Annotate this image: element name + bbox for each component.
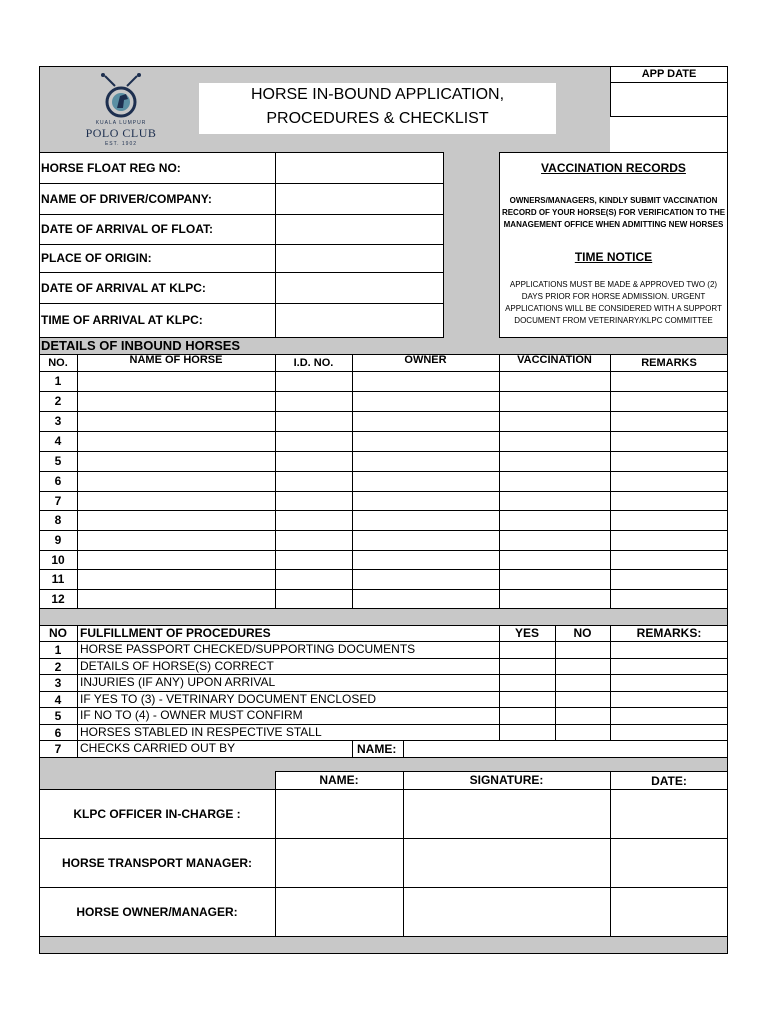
float-arrival-date-input[interactable]	[277, 214, 442, 244]
procedures-table	[39, 625, 728, 758]
horse-row-no: 11	[51, 572, 65, 586]
separator-band-1	[39, 609, 728, 625]
proc-row-no: 7	[54, 742, 62, 756]
signoff-name-header: NAME:	[319, 773, 359, 787]
horse-row-no: 1	[54, 374, 62, 388]
proc-no-checkboxes[interactable]	[556, 642, 610, 740]
col-vaccination-header: VACCINATION	[517, 354, 592, 366]
logo-org-name: POLO CLUB	[85, 126, 157, 140]
proc-row-text: IF YES TO (3) - VETRINARY DOCUMENT ENCLOSED	[80, 692, 377, 706]
horse-row-no: 4	[54, 434, 62, 448]
proc-row-text: HORSE PASSPORT CHECKED/SUPPORTING DOCUMENTS	[80, 642, 416, 656]
checked-by-name-label: NAME:	[357, 742, 397, 756]
time-notice-line4: DOCUMENT FROM VETERINARY/KLPC COMMITTEE	[514, 316, 713, 325]
logo-established: EST. 1902	[104, 141, 138, 147]
horse-row-no: 8	[54, 513, 62, 527]
time-notice-line1: APPLICATIONS MUST BE MADE & APPROVED TWO (2)	[509, 280, 718, 289]
proc-row-no: 5	[54, 709, 62, 723]
klpc-arrival-date-label: DATE OF ARRIVAL AT KLPC:	[41, 280, 206, 295]
form-title-line2: PROCEDURES & CHECKLIST	[266, 110, 489, 127]
signoff-date-header: DATE:	[651, 774, 687, 788]
horse-head-emblem-icon	[75, 72, 167, 122]
proc-row-text: INJURIES (IF ANY) UPON ARRIVAL	[80, 675, 276, 689]
proc-row-text: HORSES STABLED IN RESPECTIVE STALL	[80, 725, 322, 739]
klpc-arrival-time-input[interactable]	[277, 303, 442, 337]
time-notice-line3: APPLICATIONS WILL BE CONSIDERED WITH A SUPPORT	[505, 304, 722, 313]
horse-row-no: 3	[54, 414, 62, 428]
horse-row-no: 7	[54, 493, 62, 508]
col-horse-name-header: NAME OF HORSE	[129, 354, 223, 366]
time-notice-title: TIME NOTICE	[574, 250, 653, 264]
float-reg-label: HORSE FLOAT REG NO:	[41, 160, 181, 175]
app-date-label: APP DATE	[641, 68, 697, 80]
col-no-header: NO.	[48, 357, 68, 369]
proc-yes-checkboxes[interactable]	[500, 642, 555, 740]
signoff-table	[39, 771, 728, 937]
proc-row-text: CHECKS CARRIED OUT BY	[80, 741, 236, 755]
klpc-arrival-date-input[interactable]	[277, 272, 442, 303]
checked-by-name-input[interactable]	[404, 741, 728, 757]
vaccination-notice-line2: RECORD OF YOUR HORSE(S) FOR VERIFICATION TO THE	[501, 208, 726, 217]
proc-row-no: 4	[54, 693, 62, 707]
col-remarks-header: REMARKS	[641, 357, 697, 369]
proc-row-text: IF NO TO (4) - OWNER MUST CONFIRM	[80, 708, 303, 722]
float-reg-input[interactable]	[277, 152, 442, 183]
klpc-officer-label: KLPC OFFICER IN-CHARGE :	[73, 806, 241, 821]
club-logo	[75, 72, 167, 150]
logo-org-top: KUALA LUMPUR	[95, 120, 147, 126]
horse-row-no: 9	[54, 533, 62, 547]
proc-row-no: 3	[54, 676, 62, 690]
proc-row-text: DETAILS OF HORSE(S) CORRECT	[80, 659, 274, 673]
transport-manager-label: HORSE TRANSPORT MANAGER:	[61, 855, 252, 870]
vaccination-notice-line1: OWNERS/MANAGERS, KINDLY SUBMIT VACCINATION	[509, 196, 718, 205]
time-notice-line2: DAYS PRIOR FOR HORSE ADMISSION. URGENT	[521, 292, 706, 301]
float-arrival-date-label: DATE OF ARRIVAL OF FLOAT:	[41, 222, 213, 236]
vaccination-records-title: VACCINATION RECORDS	[541, 161, 686, 175]
horses-table	[39, 354, 728, 609]
driver-company-label: NAME OF DRIVER/COMPANY:	[41, 191, 212, 206]
klpc-arrival-time-label: TIME OF ARRIVAL AT KLPC:	[41, 313, 203, 327]
proc-remarks-header: REMARKS:	[636, 626, 702, 640]
proc-no-col-header: NO	[573, 626, 592, 640]
proc-no-header: NO	[49, 626, 67, 640]
place-of-origin-label: PLACE OF ORIGIN:	[41, 251, 152, 265]
horse-owner-label: HORSE OWNER/MANAGER:	[76, 904, 238, 919]
place-of-origin-input[interactable]	[277, 244, 442, 272]
float-fields-grid	[39, 152, 444, 338]
horse-row-no: 5	[54, 454, 62, 468]
horse-row-no: 12	[51, 591, 65, 606]
form-title-line1: HORSE IN-BOUND APPLICATION,	[250, 86, 505, 103]
footer-band	[39, 937, 728, 954]
col-id-header: I.D. NO.	[293, 357, 334, 369]
horse-row-no: 10	[51, 552, 65, 567]
horses-section-title: DETAILS OF INBOUND HORSES	[41, 338, 241, 353]
col-owner-header: OWNER	[404, 354, 447, 366]
horse-row-no: 6	[54, 474, 62, 488]
signoff-signature-header: SIGNATURE:	[469, 773, 544, 787]
vaccination-notice-line3: MANAGEMENT OFFICE WHEN ADMITTING NEW HORSES	[503, 220, 724, 229]
proc-row-no: 6	[54, 726, 62, 740]
horse-row-no: 2	[54, 394, 62, 408]
form-sheet	[39, 66, 728, 954]
proc-item-header: FULFILLMENT OF PROCEDURES	[80, 626, 271, 640]
proc-row-no: 2	[54, 660, 62, 674]
proc-row-no: 1	[54, 643, 62, 657]
driver-company-input[interactable]	[277, 183, 442, 214]
proc-yes-header: YES	[514, 626, 539, 640]
